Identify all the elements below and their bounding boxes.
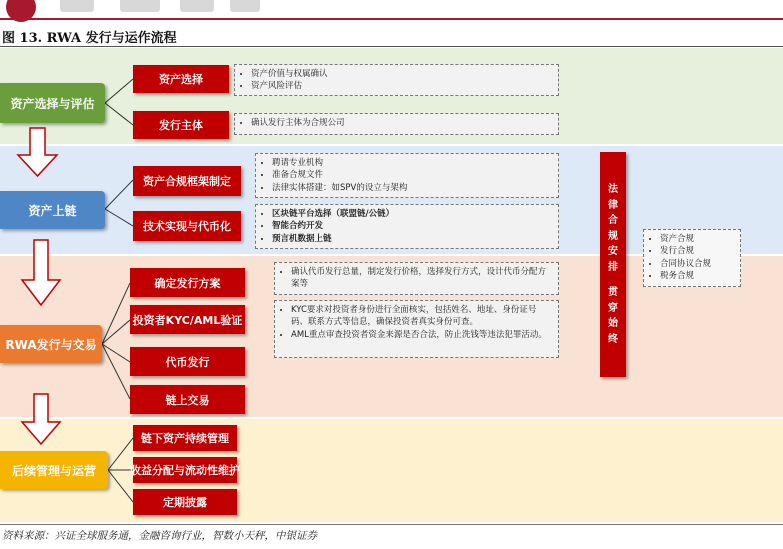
step-kyc-aml: 投资者KYC/AML验证 bbox=[130, 305, 245, 334]
legal-item: • 资产合规 bbox=[660, 233, 734, 245]
note-item: • KYC要求对投资者身份进行全面核实，包括姓名、地址、身份证号码、联系方式等信息，确保投资者真实身份可查。 bbox=[291, 304, 552, 329]
step-token-issuance: 代币发行 bbox=[130, 347, 245, 376]
figure-title: 图 13. RWA 发行与运作流程 bbox=[2, 31, 177, 46]
legal-char: 法 bbox=[608, 184, 618, 195]
note-compliance-framework bbox=[255, 153, 559, 198]
legal-char: 律 bbox=[608, 199, 618, 211]
stage-issuance-trading: RWA发行与交易 bbox=[0, 325, 102, 363]
legal-compliance-bar bbox=[600, 152, 626, 377]
step-compliance-framework: 资产合规框架制定 bbox=[133, 166, 241, 196]
legal-compliance-label bbox=[608, 182, 618, 347]
note-issuance-plan bbox=[274, 262, 559, 295]
note-item: • 确认发行主体为合规公司 bbox=[251, 117, 552, 129]
down-arrow-icon bbox=[18, 128, 57, 176]
source-note: 资料来源：兴证全球服务通，金融咨询行业，智数小天秤，中银证券 bbox=[2, 530, 317, 542]
down-arrow-icon bbox=[22, 240, 60, 305]
step-offchain-management: 链下资产持续管理 bbox=[133, 425, 237, 451]
step-issuance-plan: 确定发行方案 bbox=[130, 268, 245, 297]
legal-item: • 税务合规 bbox=[660, 270, 734, 282]
note-item: • 确认代币发行总量，制定发行价格，选择发行方式，设计代币分配方案等 bbox=[291, 266, 552, 291]
legal-char: 合 bbox=[608, 215, 618, 226]
note-item: • 智能合约开发 bbox=[272, 220, 552, 232]
legal-char: 安 bbox=[608, 246, 618, 257]
legal-char: 穿 bbox=[608, 302, 618, 314]
note-item: • 资产风险评估 bbox=[251, 80, 552, 92]
step-asset-selection: 资产选择 bbox=[133, 65, 229, 93]
note-kyc-aml bbox=[274, 300, 559, 358]
note-item: • 准备合规文件 bbox=[272, 169, 552, 181]
note-item: • 法律实体搭建：如SPV的设立与架构 bbox=[272, 182, 552, 194]
note-tech-tokenization bbox=[255, 204, 559, 249]
note-issuer bbox=[234, 113, 559, 135]
note-item: • AML重点审查投资者资金来源是否合法，防止洗钱等违法犯罪活动。 bbox=[291, 329, 552, 341]
down-arrow-icon bbox=[22, 394, 60, 444]
legal-char: 规 bbox=[608, 230, 618, 242]
legal-char: 排 bbox=[608, 261, 618, 273]
legal-char: 终 bbox=[608, 333, 618, 345]
step-tech-tokenization: 技术实现与代币化 bbox=[133, 211, 241, 241]
legal-item: • 合同协议合规 bbox=[660, 258, 734, 270]
stage-asset-onchain: 资产上链 bbox=[0, 191, 105, 229]
step-yield-liquidity: 收益分配与流动性维护 bbox=[133, 457, 237, 483]
step-issuer: 发行主体 bbox=[133, 111, 229, 139]
stage-asset-selection: 资产选择与评估 bbox=[0, 83, 105, 123]
stage-post-management: 后续管理与运营 bbox=[0, 451, 108, 489]
step-disclosure: 定期披露 bbox=[133, 489, 237, 515]
legal-char: 贯 bbox=[608, 287, 618, 298]
step-onchain-trading: 链上交易 bbox=[130, 385, 245, 414]
legal-item: • 发行合规 bbox=[660, 245, 734, 257]
footer-rule bbox=[0, 524, 783, 525]
legal-compliance-list bbox=[643, 229, 741, 287]
note-item: • 预言机数据上链 bbox=[272, 233, 552, 245]
note-asset-selection bbox=[234, 64, 559, 96]
note-item: • 区块链平台选择（联盟链/公链） bbox=[272, 208, 552, 220]
legal-char: 始 bbox=[608, 318, 618, 329]
note-item: • 聘请专业机构 bbox=[272, 157, 552, 169]
note-item: • 资产价值与权属确认 bbox=[251, 68, 552, 80]
